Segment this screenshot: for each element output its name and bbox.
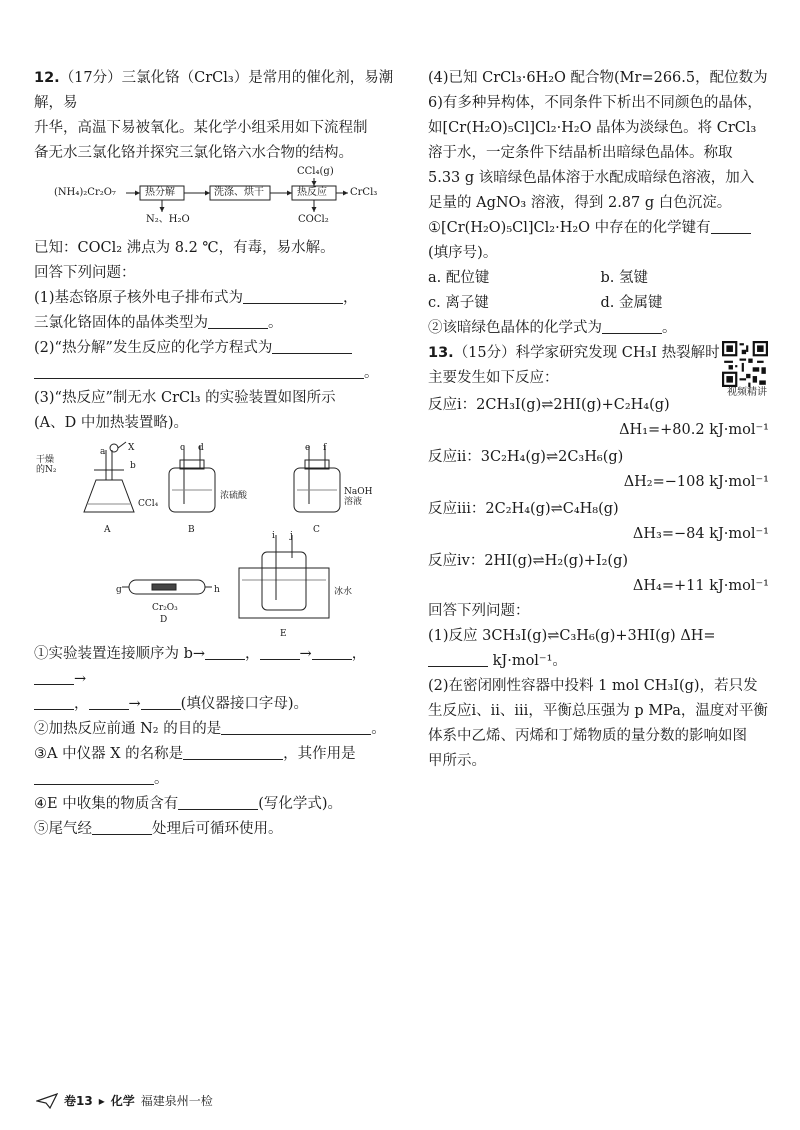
label-C: C <box>313 525 320 535</box>
label-n2: 的N₂ <box>36 465 57 475</box>
label-A: A <box>104 525 111 535</box>
reaction-3: 反应ⅲ：2C₂H₄(g)⇌C₄H₈(g) <box>428 501 619 517</box>
q13-block <box>428 341 773 774</box>
q12-4-line1: (4)已知 CrCl₃·6H₂O 配合物(Mr=266.5，配位数为 <box>428 70 768 86</box>
delta-h-3: ΔH₃=−84 kJ·mol⁻¹ <box>632 526 769 542</box>
answer-blank[interactable] <box>34 695 74 710</box>
option-d: d. 金属键 <box>600 295 663 311</box>
answer-blank[interactable] <box>428 652 488 667</box>
label-i: i <box>272 531 275 541</box>
flow-start-label: (NH₄)₂Cr₂O₇ <box>54 187 116 198</box>
label-naoh: NaOH <box>344 487 373 497</box>
label-E: E <box>280 629 287 639</box>
answer-blank[interactable] <box>272 339 352 354</box>
flowchart-lines <box>34 172 406 232</box>
flow-out3-label: COCl₂ <box>298 214 329 225</box>
q13-intro-line1: 13.（15分）科学家研究发现 CH₃I 热裂解时 <box>428 345 720 361</box>
q12-step3-line2: 。 <box>34 767 406 792</box>
qr-label: 视频精讲 <box>727 387 767 398</box>
label-e: e <box>305 443 311 453</box>
label-solution: 溶液 <box>344 497 363 507</box>
label-j: j <box>290 531 293 541</box>
q13-part1-line2: kJ·mol⁻¹。 <box>428 649 773 674</box>
q12-part2-line1: (2)“热分解”发生反应的化学方程式为 <box>34 336 406 361</box>
q12-4-sub1-note: (填序号)。 <box>428 245 498 261</box>
q12-step1-line2: ， → (填仪器接口字母)。 <box>34 692 406 717</box>
q12-part3-line1: (3)“热反应”制无水 CrCl₃ 的实验装置如图所示 <box>34 390 336 406</box>
answer-blank[interactable] <box>92 820 152 835</box>
reaction-4: 反应ⅳ：2HI(g)⇌H₂(g)+I₂(g) <box>428 553 629 569</box>
q13-part2-line3: 体系中乙烯、丙烯和丁烯物质的量分数的影响如图 <box>428 728 747 744</box>
reaction-2: 反应ⅱ：3C₂H₄(g)⇌2C₃H₆(g) <box>428 449 624 465</box>
answer-blank[interactable] <box>34 364 364 379</box>
answer-blank[interactable] <box>221 720 371 735</box>
answer-blank[interactable] <box>208 314 268 329</box>
q12-answer-prompt: 回答下列问题： <box>34 265 136 281</box>
q12-step4: ④E 中收集的物质含有 (写化学式)。 <box>34 796 343 812</box>
delta-h-2: ΔH₂=−108 kJ·mol⁻¹ <box>623 474 769 490</box>
label-h: h <box>214 585 220 595</box>
q12-part1-line2: 三氯化铬固体的晶体类型为 。 <box>34 315 283 331</box>
q12-4-line4: 溶于水，一定条件下结晶析出暗绿色晶体。称取 <box>428 145 733 161</box>
flow-top-input-label: CCl₄(g) <box>297 166 334 177</box>
label-b: b <box>130 461 136 471</box>
answer-blank[interactable] <box>711 219 751 234</box>
answer-blank[interactable] <box>205 645 245 660</box>
q13-part2-line2: 生反应ⅰ、ⅱ、ⅲ，平衡总压强为 p MPa，温度对平衡 <box>428 703 768 719</box>
q13-part2-line4: 甲所示。 <box>428 753 486 769</box>
answer-blank[interactable] <box>141 695 181 710</box>
answer-blank[interactable] <box>312 645 352 660</box>
q12-4-line2: 6)有多种异构体，不同条件下析出不同颜色的晶体， <box>428 95 762 111</box>
label-ccl4: CCl₄ <box>138 499 159 509</box>
answer-blank[interactable] <box>89 695 129 710</box>
delta-h-1: ΔH₁=+80.2 kJ·mol⁻¹ <box>619 422 769 438</box>
label-f: f <box>323 443 327 453</box>
answer-blank[interactable] <box>260 645 300 660</box>
answer-blank[interactable] <box>602 319 662 334</box>
answer-blank[interactable] <box>34 770 154 785</box>
footer-volume: 卷13 <box>64 1094 93 1108</box>
apparatus-figure <box>34 440 406 640</box>
qr-code-icon <box>722 341 768 387</box>
label-g: g <box>116 585 122 595</box>
label-dry: 干燥 <box>36 455 55 465</box>
option-a: a. 配位键 <box>428 270 490 286</box>
q12-step2: ②加热反应前通 N₂ 的目的是 。 <box>34 721 386 737</box>
q12-4-line3: 如[Cr(H₂O)₅Cl]Cl₂·H₂O 晶体为淡绿色。将 CrCl₃ <box>428 120 757 136</box>
flow-out1-label: N₂、H₂O <box>146 214 190 225</box>
footer-triangle-icon: ▸ <box>98 1093 105 1108</box>
apparatus-drawing <box>34 440 406 640</box>
q12-intro-line3: 备无水三氯化铬并探究三氯化铬六水合物的结构。 <box>34 145 353 161</box>
label-ice: 冰水 <box>334 587 353 597</box>
label-d: d <box>198 443 204 453</box>
q13-part2-line1: (2)在密闭刚性容器中投料 1 mol CH₃I(g)，若只发 <box>428 678 758 694</box>
paper-plane-icon <box>36 1093 58 1109</box>
q12-intro-line1: 12.（17分）三氯化铬（CrCl₃）是常用的催化剂，易潮解，易 <box>34 70 394 111</box>
q12-number: 12. <box>34 70 60 86</box>
q12-part2-line2: 。 <box>34 361 406 386</box>
delta-h-4: ΔH₄=+11 kJ·mol⁻¹ <box>632 578 769 594</box>
option-c: c. 离子键 <box>428 295 489 311</box>
flow-box1-label: 热分解 <box>145 187 175 198</box>
label-x: X <box>128 443 135 453</box>
right-column <box>428 66 773 774</box>
footer-subject: 化学 <box>110 1094 135 1108</box>
label-conc-acid: 浓硫酸 <box>220 491 248 501</box>
q12-part3-line2: (A、D 中加热装置略)。 <box>34 415 189 431</box>
answer-blank[interactable] <box>243 289 343 304</box>
q12-part1-line1: (1)基态铬原子核外电子排布式为 ， <box>34 290 358 306</box>
reaction-1: 反应ⅰ：2CH₃I(g)⇌2HI(g)+C₂H₄(g) <box>428 397 670 413</box>
flow-end-label: CrCl₃ <box>350 187 378 198</box>
q13-part1-line1: (1)反应 3CH₃I(g)⇌C₃H₆(g)+3HI(g) ΔH= <box>428 628 716 644</box>
q13-answer-prompt: 回答下列问题： <box>428 603 530 619</box>
q12-step1-line1: ①实验装置连接顺序为 b→ ， → ，→ <box>34 646 367 687</box>
options-list <box>428 266 773 316</box>
process-flowchart <box>34 166 406 232</box>
q12-4-sub1: ①[Cr(H₂O)₅Cl]Cl₂·H₂O 中存在的化学键有 <box>428 216 773 241</box>
qr-code[interactable] <box>722 341 772 399</box>
label-cr2o3: Cr₂O₃ <box>152 603 178 613</box>
q12-intro-line2: 升华，高温下易被氧化。某化学小组采用如下流程制 <box>34 120 368 136</box>
q12-known: 已知：COCl₂ 沸点为 8.2 ℃，有毒，易水解。 <box>34 240 335 256</box>
q12-4-sub2: ②该暗绿色晶体的化学式为 。 <box>428 320 677 336</box>
q13-intro-line2: 主要发生如下反应： <box>428 370 559 386</box>
label-D: D <box>160 615 168 625</box>
flask-A <box>84 480 134 512</box>
q12-step3-line1: ③A 中仪器 X 的名称是 ，其作用是 <box>34 746 356 762</box>
option-b: b. 氢键 <box>600 270 649 286</box>
q12-4-line5: 5.33 g 该暗绿色晶体溶于水配成暗绿色溶液，加入 <box>428 170 755 186</box>
q12-4-line6: 足量的 AgNO₃ 溶液，得到 2.87 g 白色沉淀。 <box>428 195 732 211</box>
answer-blank[interactable] <box>183 745 283 760</box>
footer-exam: 福建泉州一检 <box>140 1094 213 1108</box>
label-a: a <box>100 447 106 457</box>
flow-box3-label: 热反应 <box>297 187 327 198</box>
page-footer <box>36 1092 213 1109</box>
q13-number: 13. <box>428 345 454 361</box>
q12-step5: ⑤尾气经 处理后可循环使用。 <box>34 821 283 837</box>
answer-blank[interactable] <box>178 795 258 810</box>
left-column <box>34 66 406 842</box>
label-c: c <box>180 443 186 453</box>
flow-box2-label: 洗涤、烘干 <box>214 187 264 198</box>
label-B: B <box>188 525 195 535</box>
answer-blank[interactable] <box>34 670 74 685</box>
